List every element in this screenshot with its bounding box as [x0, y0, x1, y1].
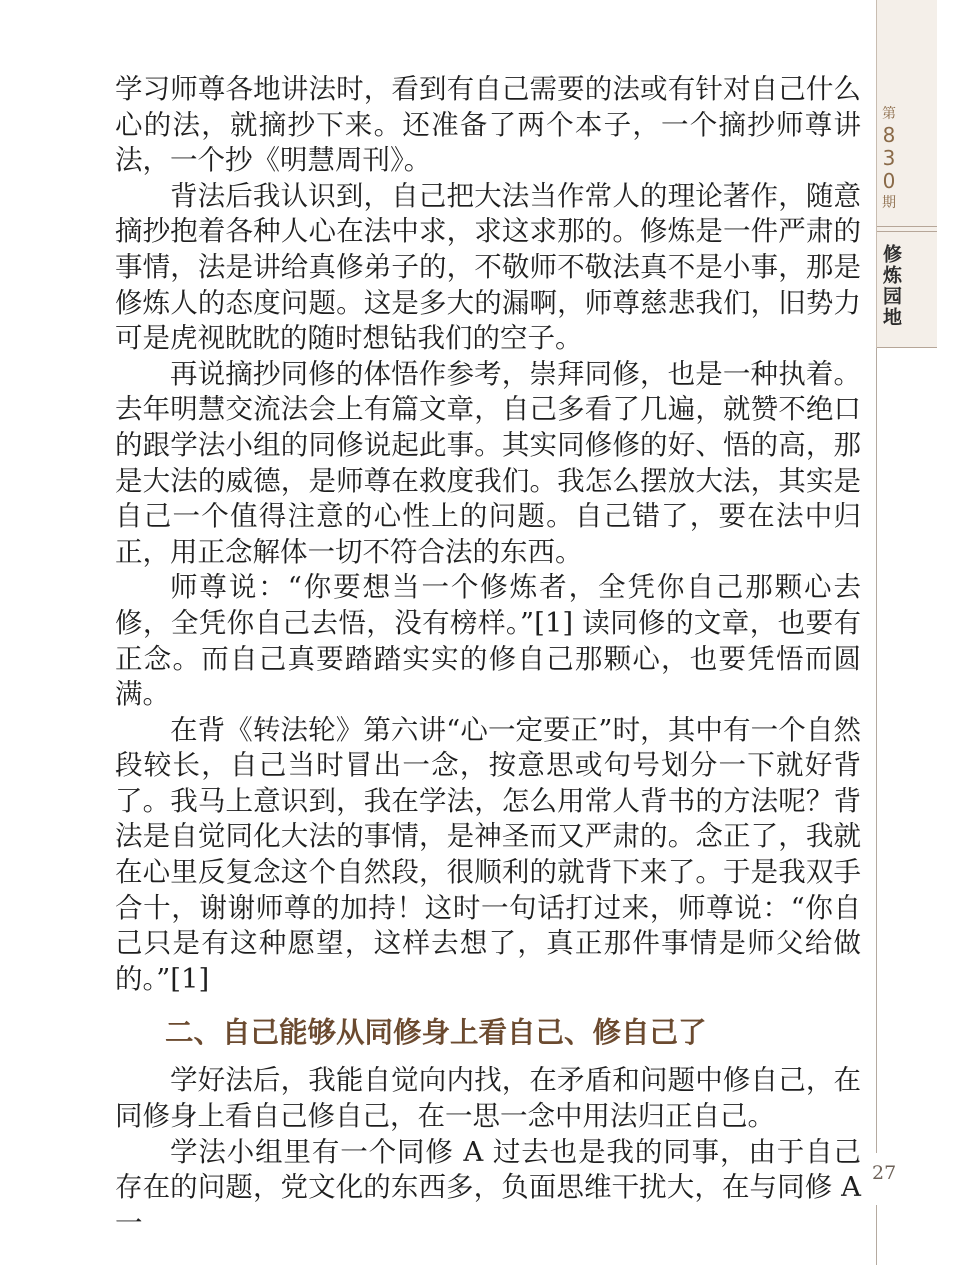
issue-digit: 8 — [882, 123, 896, 147]
paragraph: 再说摘抄同修的体悟作参考，崇拜同修，也是一种执着。去年明慧交流法会上有篇文章，自己多看了几遍，就赞不绝口的跟学法小组的同修说起此事。其实同修修的好、悟的高，那是大法的威德，是师尊在救度我们。我怎么摆放大法，其实是自己一个值得注意的心性上的问题。自己错了，要在法中归正，用正念解体一切不符合法的东西。 — [115, 357, 861, 568]
paragraph: 学法小组里有一个同修 A 过去也是我的同事，由于自己存在的问题，党文化的东西多，负面思维干扰大，在与同修 A 一 — [115, 1135, 861, 1239]
page-edge-rule — [876, 348, 877, 1153]
issue-prefix: 第 — [882, 106, 896, 122]
tab-divider — [877, 231, 937, 232]
column-name: 修炼园地 — [880, 244, 902, 328]
paragraph: 师尊说：“你要想当一个修炼者，全凭你自己那颗心去修，全凭你自己去悟，没有榜样。”[1] 读同修的文章，也要有正念。而自己真要踏踏实实的修自己那颗心，也要凭悟而圆满。 — [115, 571, 861, 711]
side-tab — [876, 0, 937, 348]
issue-digit: 0 — [882, 169, 896, 193]
paragraph: 在背《转法轮》第六讲“心一定要正”时，其中有一个自然段较长，自己当时冒出一念，按意思或句号划分一下就好背了。我马上意识到，我在学法，怎么用常人背书的方法呢？背法是自觉同化大法的事情，是神圣而又严肃的。念正了，我就在心里反复念这个自然段，很顺利的就背下来了。于是我双手合十，谢谢师尊的加持！这时一句话打过来，师尊说：“你自己只是有这种愿望，这样去想了，真正那件事情是师父给做的。”[1] — [115, 713, 861, 995]
issue-number — [877, 104, 901, 213]
section-heading: 二、自己能够从同修身上看自己、修自己了 — [165, 1016, 707, 1050]
issue-digit: 3 — [882, 146, 896, 170]
tab-divider — [877, 347, 937, 348]
paragraph: 背法后我认识到，自己把大法当作常人的理论著作，随意摘抄抱着各种人心在法中求，求这求那的。修炼是一件严肃的事情，法是讲给真修弟子的，不敬师不敬法真不是小事，那是修炼人的态度问题。这是多大的漏啊，师尊慈悲我们，旧势力可是虎视眈眈的随时想钻我们的空子。 — [115, 179, 861, 355]
page-number: 27 — [872, 1162, 897, 1184]
paragraph: 学习师尊各地讲法时，看到有自己需要的法或有针对自己什么心的法，就摘抄下来。还准备了两个本子，一个摘抄师尊讲法，一个抄《明慧周刊》。 — [115, 73, 861, 177]
tab-divider — [877, 226, 937, 227]
paragraph: 学好法后，我能自觉向内找，在矛盾和问题中修自己，在同修身上看自己修自己，在一思一念中用法归正自己。 — [115, 1064, 861, 1133]
page-edge-rule — [876, 1205, 877, 1265]
article-body — [115, 72, 861, 1241]
issue-suffix: 期 — [882, 195, 896, 211]
